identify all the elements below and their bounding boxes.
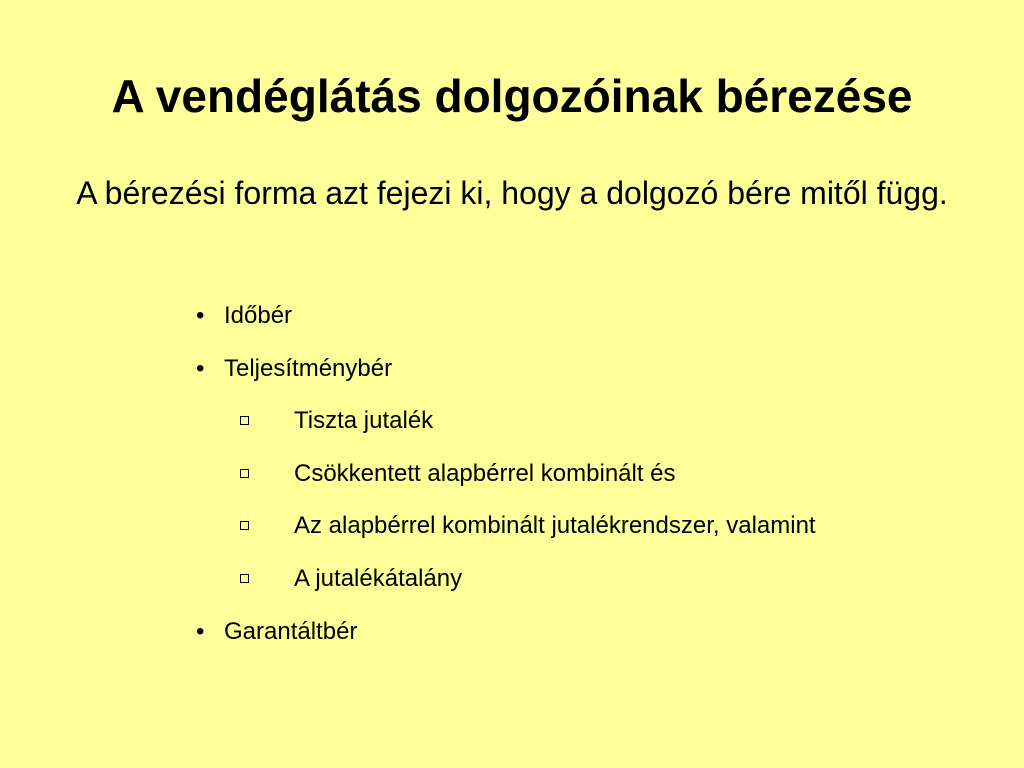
- list-item-text: Időbér: [224, 302, 293, 329]
- slide-subtitle: A bérezési forma azt fejezi ki, hogy a dolgozó bére mitől függ.: [76, 175, 948, 211]
- slide-title: A vendéglátás dolgozóinak bérezése: [111, 70, 913, 122]
- list-item: [196, 403, 956, 456]
- list-item-text: Csökkentett alapbérrel kombinált és: [294, 459, 676, 487]
- square-bullet-icon: [240, 509, 260, 545]
- bullet-dot-icon: •: [196, 354, 205, 382]
- list-item: [196, 351, 956, 404]
- list-item: [196, 298, 956, 351]
- list-item-text: A jutalékátalány: [294, 564, 463, 592]
- list-item: [196, 614, 956, 667]
- square-bullet-icon: [240, 457, 260, 493]
- list-item-text: Teljesítménybér: [224, 354, 393, 382]
- list-item: [196, 561, 956, 614]
- list-item-text: Garantáltbér: [224, 617, 358, 645]
- list-item: [196, 508, 956, 561]
- bullet-list: [196, 298, 956, 666]
- list-item-text: Tiszta jutalék: [294, 407, 434, 435]
- list-item-text: Az alapbérrel kombinált jutalékrendszer, valamint: [294, 512, 816, 540]
- bullet-dot-icon: •: [196, 302, 205, 329]
- square-bullet-icon: [240, 404, 260, 440]
- list-item: [196, 456, 956, 509]
- bullet-dot-icon: •: [196, 617, 205, 645]
- square-bullet-icon: [240, 562, 260, 598]
